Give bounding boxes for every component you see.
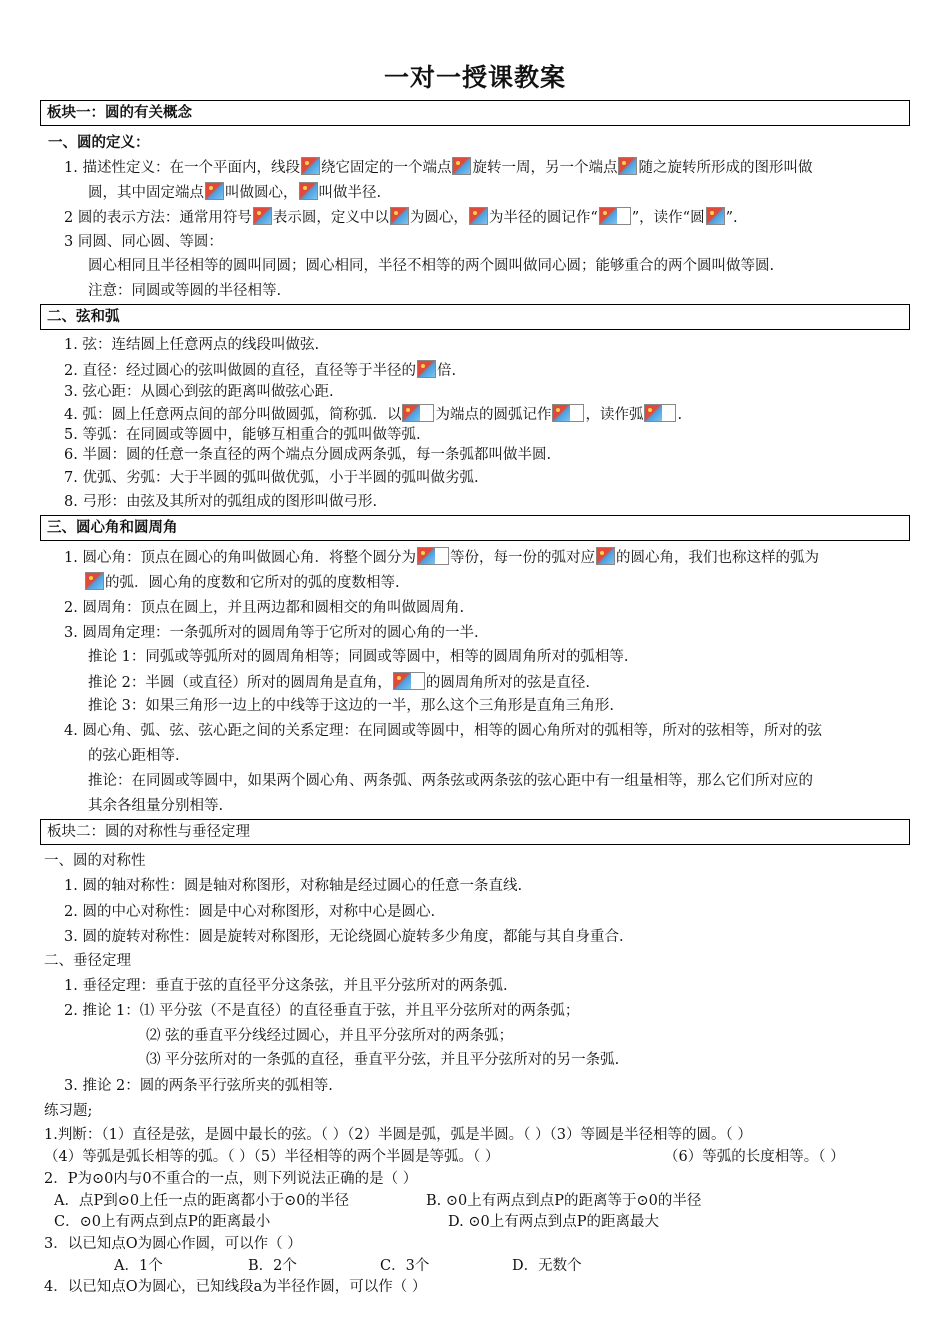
section-header-2: 板块二：圆的对称性与垂径定理 (40, 819, 910, 845)
option-c: C．⊙0上有两点到点P的距离最小 (54, 1214, 271, 1230)
corollary: 推论：在同圆或等圆中，如果两个圆心角、两条弧、两条弦或两条弦的弦心距中有一组量相等，那么它们所对应的 (88, 773, 813, 789)
formula-image-icon (618, 157, 637, 175)
corollary: 推论 3：如果三角形一边上的中线等于这边的一半，那么这个三角形是直角三角形. (88, 698, 614, 714)
formula-image-icon (390, 207, 409, 225)
list-item: 4. 圆心角、弧、弦、弦心距之间的关系定理：在同圆或等圆中，相等的圆心角所对的弧相等，所对的弦相等，所对的弦 (64, 723, 822, 739)
option-a: A．1个 (114, 1258, 163, 1274)
definition-line-2: 圆，其中固定端点 叫做圆心， 叫做半径. (88, 182, 381, 202)
question-4: 4．以已知点O为圆心，已知线段a为半径作圆，可以作（ ） (44, 1279, 427, 1295)
option-a: A．点P到⊙0上任一点的距离都小于⊙0的半径 (54, 1193, 349, 1209)
notation-line: 2 圆的表示方法：通常用符号 表示圆，定义中以 为圆心， 为半径的圆记作“ ”，读作“圆 ”. (64, 207, 738, 227)
corollary: 推论 2：半圆（或直径）所对的圆周角是直角， 的圆周角所对的弦是直径. (88, 672, 590, 692)
formula-image-icon (253, 207, 272, 225)
list-item: 3. 圆周角定理：一条弧所对的圆周角等于它所对的圆心角的一半. (64, 625, 479, 641)
list-item: 1. 垂径定理：垂直于弦的直径平分这条弦，并且平分弦所对的两条弧. (64, 978, 508, 994)
corollary-continuation: 其余各组量分别相等. (88, 798, 224, 814)
section-header-angles: 三、圆心角和圆周角 (40, 515, 910, 541)
list-item: 1. 圆的轴对称性：圆是轴对称图形，对称轴是经过圆心的任意一条直线. (64, 878, 523, 894)
option-d: D. ⊙0上有两点到点P的距离最大 (448, 1214, 659, 1230)
formula-image-icon (552, 404, 584, 422)
list-item-continuation: 的弦心距相等. (88, 748, 180, 764)
formula-image-icon (402, 404, 434, 422)
formula-image-icon (644, 404, 676, 422)
list-item-continuation: 的弧．圆心角的度数和它所对的弧的度数相等. (84, 572, 400, 592)
corollary: 推论 1：同弧或等弧所对的圆周角相等；同圆或等圆中，相等的圆周角所对的弧相等. (88, 649, 629, 665)
sub-item: ⑵ 弦的垂直平分线经过圆心，并且平分弦所对的两条弧； (146, 1028, 514, 1044)
sub-item: ⑶ 平分弦所对的一条弧的直径，垂直平分弦，并且平分弦所对的另一条弧. (146, 1052, 620, 1068)
formula-image-icon (85, 572, 104, 590)
same-circle-text: 圆心相同且半径相等的圆叫同圆；圆心相同，半径不相等的两个圆叫做同心圆；能够重合的两个圆叫做等圆. (88, 258, 775, 274)
note-text: 注意：同圆或等圆的半径相等. (88, 283, 282, 299)
formula-image-icon (393, 672, 425, 690)
question-1: 1.判断：（1）直径是弦，是圆中最长的弦。（ ）（2）半圆是弧，弧是半圆。（ ）（3）等圆是半径相等的圆。（ ） (44, 1127, 752, 1143)
heading-symmetry: 一、圆的对称性 (44, 853, 146, 869)
formula-image-icon (469, 207, 488, 225)
list-item: 1. 圆心角：顶点在圆心的角叫做圆心角．将整个圆分为 等份，每一份的弧对应 的圆心角，我们也称这样的弧为 (64, 547, 819, 567)
page-title: 一对一授课教案 (383, 63, 566, 92)
list-item: 2. 推论 1：⑴ 平分弦（不是直径）的直径垂直于弦，并且平分弦所对的两条弧； (64, 1003, 580, 1019)
list-item: 2. 圆周角：顶点在圆上，并且两边都和圆相交的角叫做圆周角. (64, 600, 465, 616)
same-circle-heading: 3 同圆、同心圆、等圆： (64, 234, 223, 250)
question-1-cont: （4）等弧是弧长相等的弧。（ ）（5）半径相等的两个半圆是等弧。（ ） (44, 1149, 500, 1165)
list-item: 2. 圆的中心对称性：圆是中心对称图形，对称中心是圆心. (64, 904, 436, 920)
list-item: 6. 半圆：圆的任意一条直径的两个端点分圆成两条弧，每一条弧都叫做半圆. (64, 447, 552, 463)
section-header-chord-arc: 二、弦和弧 (40, 304, 910, 330)
formula-image-icon (301, 157, 320, 175)
option-b: B. ⊙0上有两点到点P的距离等于⊙0的半径 (426, 1193, 702, 1209)
formula-image-icon (599, 207, 631, 225)
list-item: 4. 弧：圆上任意两点间的部分叫做圆弧，简称弧．以 为端点的圆弧记作 ，读作弧 . (64, 404, 682, 424)
question-2: 2．P为⊙0内与0不重合的一点，则下列说法正确的是（ ） (44, 1171, 418, 1187)
list-item: 8. 弓形：由弦及其所对的弧组成的图形叫做弓形. (64, 494, 378, 510)
formula-image-icon (452, 157, 471, 175)
question-1-cont: （6）等弧的长度相等。（ ） (664, 1149, 845, 1165)
list-item: 2. 直径：经过圆心的弦叫做圆的直径，直径等于半径的 倍. (64, 360, 456, 380)
heading-perpendicular-diameter: 二、垂径定理 (44, 953, 131, 969)
list-item: 7. 优弧、劣弧：大于半圆的弧叫做优弧，小于半圆的弧叫做劣弧. (64, 470, 479, 486)
question-3: 3．以已知点O为圆心作圆，可以作（ ） (44, 1236, 302, 1252)
list-item: 3. 圆的旋转对称性：圆是旋转对称图形，无论绕圆心旋转多少角度，都能与其自身重合. (64, 929, 624, 945)
formula-image-icon (299, 182, 318, 200)
list-item: 1. 弦：连结圆上任意两点的线段叫做弦. (64, 337, 320, 353)
definition-line-1: 1. 描述性定义：在一个平面内，线段 绕它固定的一个端点 旋转一周，另一个端点 随之旋转所形成的图形叫做 (64, 157, 812, 177)
section-header-1: 板块一：圆的有关概念 (40, 100, 910, 126)
formula-image-icon (417, 547, 449, 565)
heading-circle-definition: 一、圆的定义： (48, 135, 150, 151)
option-b: B．2个 (248, 1258, 297, 1274)
formula-image-icon (706, 207, 725, 225)
option-c: C．3个 (380, 1258, 430, 1274)
list-item: 5. 等弧：在同圆或等圆中，能够互相重合的弧叫做等弧. (64, 427, 421, 443)
formula-image-icon (417, 360, 436, 378)
exercise-title: 练习题; (44, 1103, 93, 1119)
list-item: 3. 弦心距：从圆心到弦的距离叫做弦心距. (64, 384, 334, 400)
option-d: D．无数个 (512, 1258, 582, 1274)
formula-image-icon (596, 547, 615, 565)
list-item: 3. 推论 2：圆的两条平行弦所夹的弧相等. (64, 1078, 333, 1094)
formula-image-icon (205, 182, 224, 200)
